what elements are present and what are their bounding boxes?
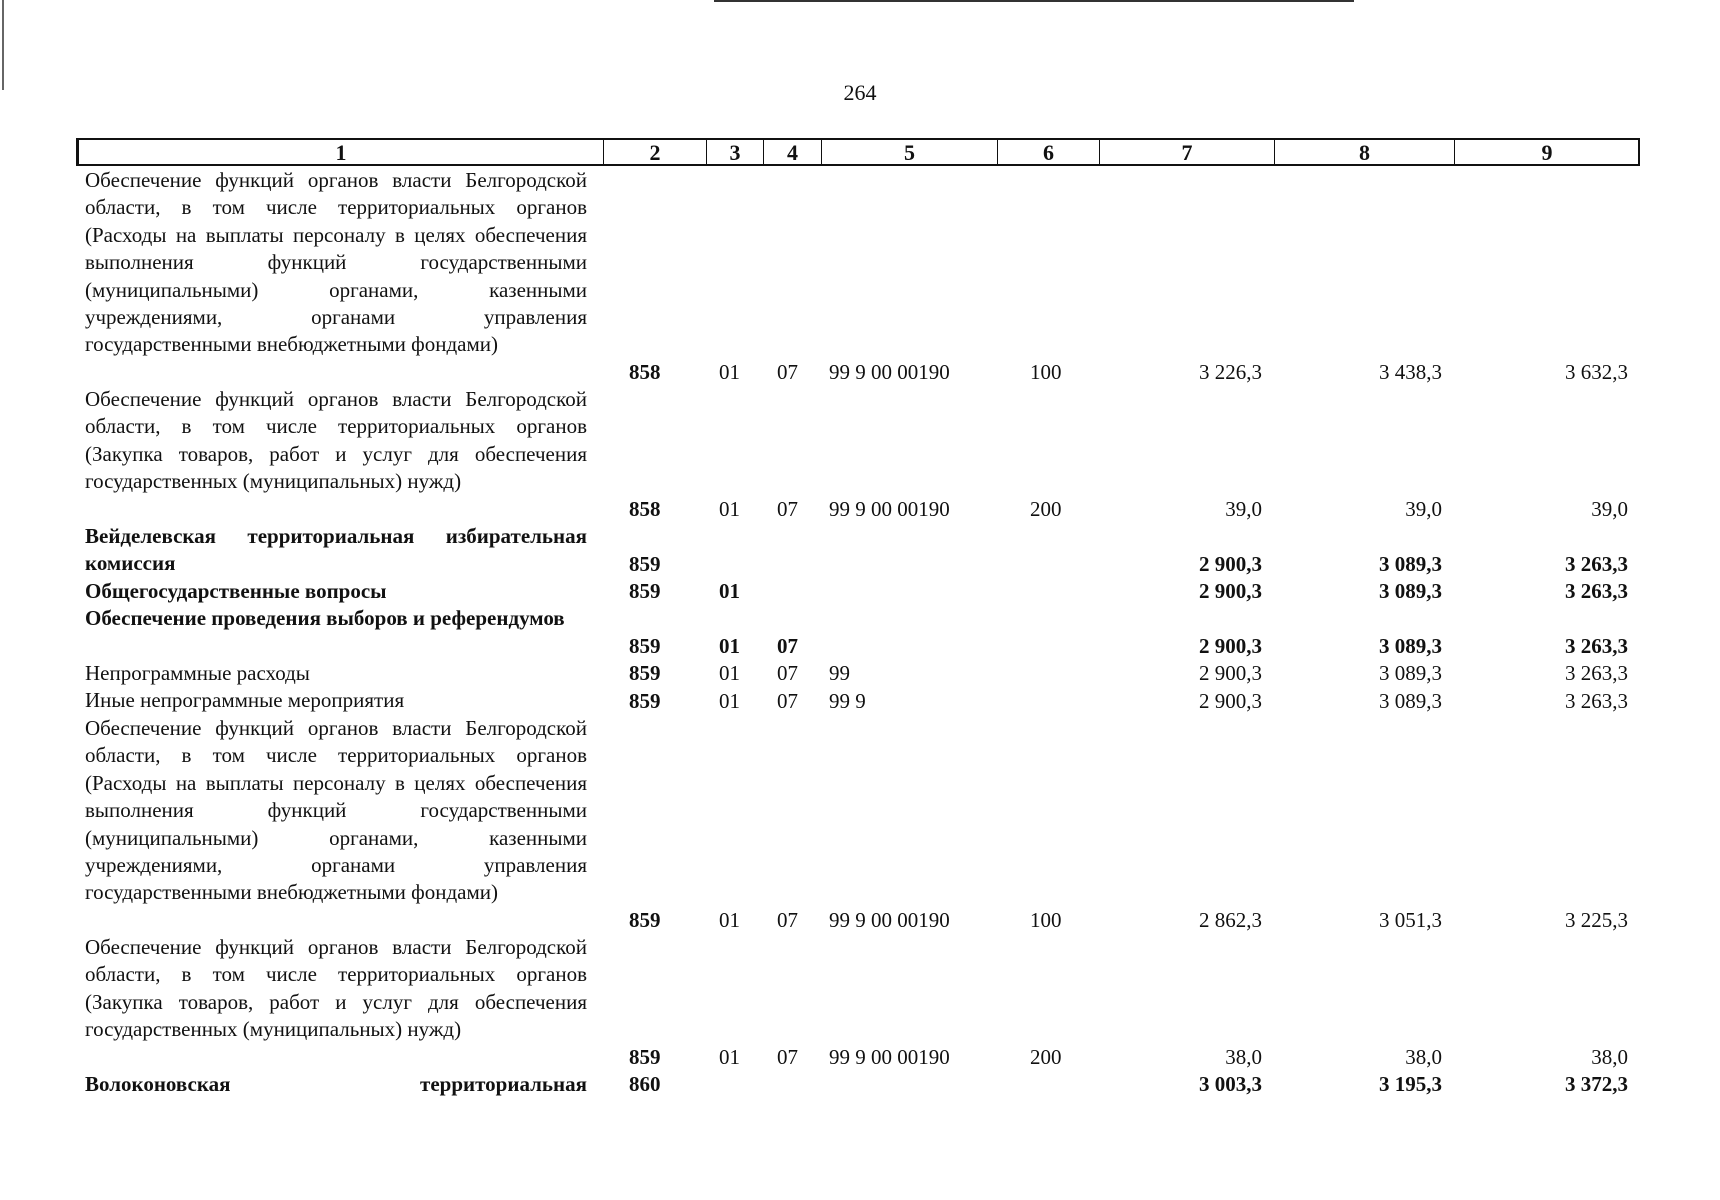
- cell-col-8: 3 089,3: [1379, 578, 1442, 603]
- cell-col-9: 3 263,3: [1565, 633, 1628, 658]
- cell-col-6: 100: [1030, 359, 1062, 384]
- row-description: Обеспечение проведения выборов и референдумов: [85, 606, 565, 630]
- cell-col-5: 99 9: [829, 688, 866, 713]
- cell-col-7: 2 900,3: [1199, 688, 1262, 713]
- row-description: Общегосударственные вопросы: [85, 579, 387, 603]
- table-row: [0, 605, 1720, 660]
- cell-col-2: 859: [629, 551, 661, 576]
- row-description: Волоконовская территориальная: [85, 1072, 587, 1096]
- cell-col-2: 859: [629, 578, 661, 603]
- cell-col-6: 200: [1030, 1044, 1062, 1069]
- cell-col-4: 07: [777, 688, 798, 713]
- cell-col-5: 99: [829, 660, 850, 685]
- cell-col-2: 859: [629, 907, 661, 932]
- cell-col-4: 07: [777, 660, 798, 685]
- table-row: [0, 715, 1720, 934]
- table-row: [0, 167, 1720, 386]
- cell-col-9: 3 632,3: [1565, 359, 1628, 384]
- header-col-6: 6: [997, 140, 1099, 164]
- table-row: [0, 660, 1720, 687]
- cell-col-7: 39,0: [1225, 496, 1262, 521]
- page-number: 264: [843, 80, 877, 105]
- cell-col-8: 38,0: [1405, 1044, 1442, 1069]
- cell-col-8: 3 195,3: [1379, 1071, 1442, 1096]
- cell-col-3: 01: [719, 660, 740, 685]
- cell-col-3: 01: [719, 688, 740, 713]
- table-row: [0, 1071, 1720, 1098]
- row-description: Иные непрограммные мероприятия: [85, 688, 405, 712]
- cell-col-8: 39,0: [1405, 496, 1442, 521]
- cell-col-7: 2 862,3: [1199, 907, 1262, 932]
- cell-col-2: 859: [629, 688, 661, 713]
- cell-col-2: 858: [629, 496, 661, 521]
- cell-col-8: 3 089,3: [1379, 633, 1442, 658]
- scan-edge-mark: [2, 0, 4, 90]
- row-description: Обеспечение функций органов власти Белгородской области, в том числе территориальных органов (Расходы на выплаты персоналу в целях обеспечения выполнения функций государственными (муниципальными) органами, казенными учреждениями, органами управления государственными внебюджетными фондами): [85, 168, 587, 357]
- header-col-5: 5: [821, 140, 997, 164]
- cell-col-5: 99 9 00 00190: [829, 1044, 950, 1069]
- header-col-4: 4: [763, 140, 821, 164]
- cell-col-7: 2 900,3: [1199, 660, 1262, 685]
- cell-col-3: 01: [719, 578, 740, 603]
- cell-col-2: 859: [629, 633, 661, 658]
- cell-col-5: 99 9 00 00190: [829, 496, 950, 521]
- cell-col-5: 99 9 00 00190: [829, 359, 950, 384]
- cell-col-9: 3 263,3: [1565, 688, 1628, 713]
- cell-col-4: 07: [777, 907, 798, 932]
- table-row: [0, 386, 1720, 523]
- cell-col-6: 100: [1030, 907, 1062, 932]
- row-description: Вейделевская территориальная избирательная комиссия: [85, 524, 587, 576]
- cell-col-8: 3 089,3: [1379, 688, 1442, 713]
- cell-col-6: 200: [1030, 496, 1062, 521]
- cell-col-7: 3 003,3: [1199, 1071, 1262, 1096]
- table-row: [0, 687, 1720, 715]
- cell-col-3: 01: [719, 907, 740, 932]
- cell-col-4: 07: [777, 633, 798, 658]
- table-row: [0, 523, 1720, 578]
- cell-col-2: 859: [629, 660, 661, 685]
- top-rule: [714, 0, 1354, 2]
- cell-col-7: 2 900,3: [1199, 633, 1262, 658]
- table-row: [0, 934, 1720, 1071]
- cell-col-9: 3 263,3: [1565, 551, 1628, 576]
- cell-col-9: 39,0: [1591, 496, 1628, 521]
- cell-col-3: 01: [719, 633, 740, 658]
- cell-col-2: 858: [629, 359, 661, 384]
- header-col-3: 3: [706, 140, 763, 164]
- cell-col-2: 859: [629, 1044, 661, 1069]
- cell-col-8: 3 089,3: [1379, 551, 1442, 576]
- cell-col-9: 38,0: [1591, 1044, 1628, 1069]
- cell-col-9: 3 372,3: [1565, 1071, 1628, 1096]
- cell-col-3: 01: [719, 1044, 740, 1069]
- header-col-1: 1: [335, 140, 347, 165]
- header-col-7: 7: [1099, 140, 1274, 164]
- cell-col-8: 3 089,3: [1379, 660, 1442, 685]
- row-description: Обеспечение функций органов власти Белгородской области, в том числе территориальных органов (Закупка товаров, работ и услуг для обеспечения государственных (муниципальных) нужд): [85, 935, 587, 1042]
- cell-col-7: 2 900,3: [1199, 551, 1262, 576]
- cell-col-9: 3 263,3: [1565, 578, 1628, 603]
- cell-col-7: 38,0: [1225, 1044, 1262, 1069]
- cell-col-9: 3 225,3: [1565, 907, 1628, 932]
- cell-col-5: 99 9 00 00190: [829, 907, 950, 932]
- header-col-2: 2: [603, 140, 706, 164]
- cell-col-8: 3 438,3: [1379, 359, 1442, 384]
- cell-col-8: 3 051,3: [1379, 907, 1442, 932]
- row-description: Обеспечение функций органов власти Белгородской области, в том числе территориальных органов (Расходы на выплаты персоналу в целях обеспечения выполнения функций государственными (муниципальными) органами, казенными учреждениями, органами управления государственными внебюджетными фондами): [85, 716, 587, 905]
- cell-col-7: 2 900,3: [1199, 578, 1262, 603]
- cell-col-9: 3 263,3: [1565, 660, 1628, 685]
- cell-col-4: 07: [777, 1044, 798, 1069]
- table-row: [0, 578, 1720, 605]
- cell-col-4: 07: [777, 496, 798, 521]
- table-header: [76, 138, 1640, 166]
- cell-col-4: 07: [777, 359, 798, 384]
- header-col-9: 9: [1454, 140, 1639, 164]
- cell-col-3: 01: [719, 359, 740, 384]
- row-description: Непрограммные расходы: [85, 661, 310, 685]
- cell-col-3: 01: [719, 496, 740, 521]
- cell-col-7: 3 226,3: [1199, 359, 1262, 384]
- row-description: Обеспечение функций органов власти Белгородской области, в том числе территориальных органов (Закупка товаров, работ и услуг для обеспечения государственных (муниципальных) нужд): [85, 387, 587, 494]
- header-col-8: 8: [1274, 140, 1454, 164]
- cell-col-2: 860: [629, 1071, 661, 1096]
